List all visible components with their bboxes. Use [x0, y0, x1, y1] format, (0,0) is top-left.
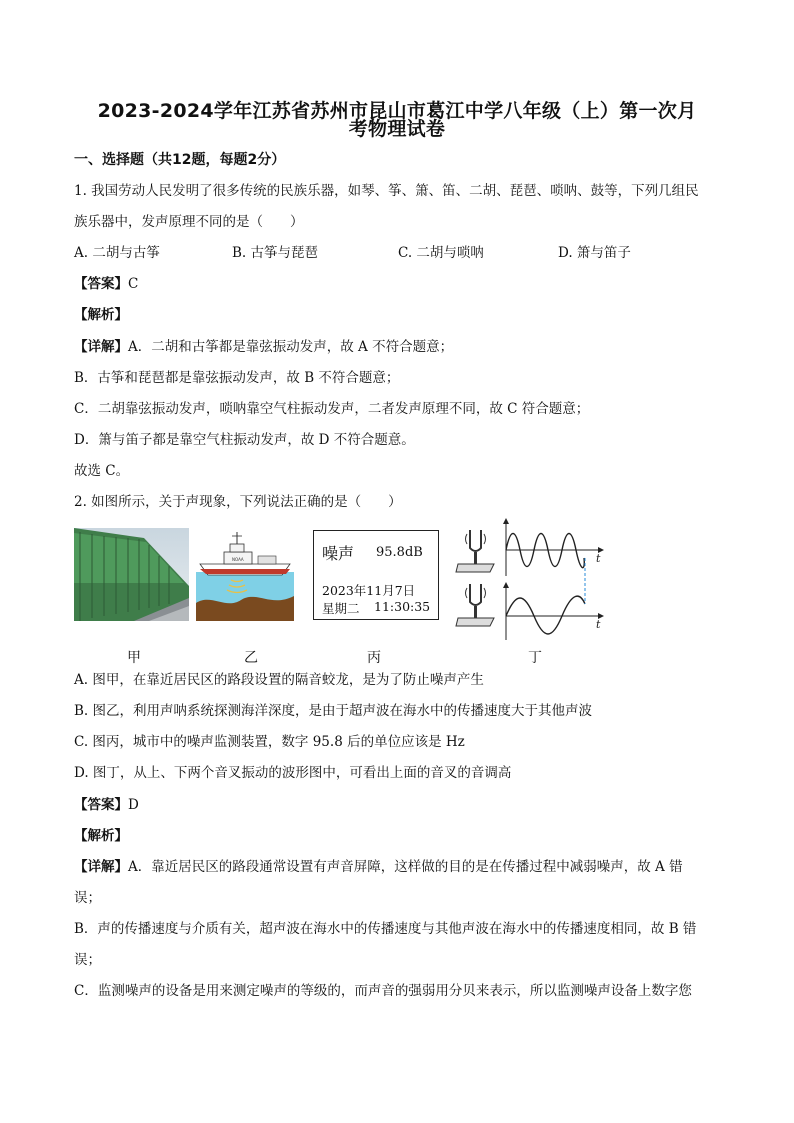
q2-option-d: D. 图丁，从上、下两个音叉振动的波形图中，可看出上面的音叉的音调高 [74, 765, 512, 781]
q1-detail-text-1: A．二胡和古筝都是靠弦振动发声，故 A 不符合题意； [128, 339, 454, 355]
noise-time: 11:30:35 [374, 599, 431, 614]
q2-detail-line5: C．监测噪声的设备是用来测定噪声的等级的，而声音的强弱用分贝来表示，所以监测噪声设备上数字您 [74, 983, 692, 999]
noise-date: 2023年11月7日 [322, 583, 416, 598]
q2-detail-text-1: A．靠近居民区的路段通常设置有声音屏障，这样做的目的是在传播过程中减弱噪声，故 A 错 [128, 859, 683, 875]
figure-bing-noise-monitor [313, 530, 439, 620]
axis-t-top: t [596, 552, 601, 565]
noise-weekday: 星期二 [322, 601, 360, 616]
q2-answer-tag: 【答案】 [74, 797, 128, 813]
figure-label-bing: 丙 [367, 650, 381, 666]
q2-option-c: C. 图丙，城市中的噪声监测装置，数字 95.8 后的单位应该是 Hz [74, 734, 465, 750]
tuning-fork-top-icon [456, 530, 494, 572]
q1-option-a: A. 二胡与古筝 [74, 245, 160, 261]
q2-detail-line2: 误； [74, 890, 101, 906]
page-title-line2: 考物理试卷 [348, 118, 446, 140]
ship-name: NOAA [232, 557, 244, 562]
section-heading: 一、选择题（共12题，每题2分） [74, 152, 286, 168]
q1-answer-tag: 【答案】 [74, 276, 128, 292]
q1-answer-line [74, 274, 724, 294]
figure-label-yi: 乙 [244, 650, 258, 666]
q1-option-c: C. 二胡与唢呐 [398, 245, 484, 261]
noise-value: 95.8dB [376, 545, 423, 560]
noise-label: 噪声 [322, 544, 355, 563]
figure-label-jia: 甲 [127, 650, 141, 666]
q1-answer: C [128, 276, 139, 292]
figure-label-ding: 丁 [528, 650, 542, 666]
q1-detail-line3: C．二胡靠弦振动发声，唢呐靠空气柱振动发声，二者发声原理不同，故 C 符合题意； [74, 401, 590, 417]
q1-detail-line2: B．古筝和琵琶都是靠弦振动发声，故 B 不符合题意； [74, 370, 400, 386]
q2-detail-line4: 误； [74, 952, 101, 968]
q2-detail-tag: 【详解】 [74, 859, 128, 875]
q1-detail-line1 [74, 337, 724, 357]
tuning-fork-bottom-icon [456, 584, 494, 626]
q2-answer: D [128, 797, 139, 813]
waveform-top [506, 534, 584, 568]
page-title-line1: 2023-2024学年江苏省苏州市昆山市葛江中学八年级（上）第一次月 [97, 100, 697, 122]
figure-ding-waveforms [454, 518, 614, 644]
q2-analysis-tag: 【解析】 [74, 828, 128, 844]
q2-option-b: B. 图乙，利用声呐系统探测海洋深度，是由于超声波在海水中的传播速度大于其他声波 [74, 703, 593, 719]
q2-option-a: A. 图甲，在靠近居民区的路段设置的隔音蛟龙，是为了防止噪声产生 [74, 672, 484, 688]
q1-stem-line2: 族乐器中，发声原理不同的是（ ） [74, 214, 304, 230]
q1-stem-line1: 1. 我国劳动人民发明了很多传统的民族乐器，如琴、筝、箫、笛、二胡、琵琶、唢呐、鼓等，下列几组民 [74, 183, 699, 199]
q1-detail-tag: 【详解】 [74, 339, 128, 355]
waveform-bottom [506, 596, 585, 634]
q1-detail-line5: 故选 C。 [74, 463, 130, 479]
q1-option-d: D. 箫与笛子 [558, 245, 631, 261]
figure-yi-sonar-ship [196, 528, 294, 621]
q2-detail-line3: B．声的传播速度与介质有关，超声波在海水中的传播速度与其他声波在海水中的传播速度相同，故 B 错 [74, 921, 697, 937]
q2-detail-line1 [74, 857, 724, 877]
q1-analysis-tag: 【解析】 [74, 307, 128, 323]
q2-stem: 2. 如图所示，关于声现象，下列说法正确的是（ ） [74, 494, 402, 510]
q1-option-b: B. 古筝与琵琶 [232, 245, 319, 261]
q1-detail-line4: D．箫与笛子都是靠空气柱振动发声，故 D 不符合题意。 [74, 432, 415, 448]
figure-jia-noise-barrier [74, 528, 189, 621]
q2-answer-line [74, 795, 724, 815]
axis-t-bottom: t [596, 618, 601, 631]
